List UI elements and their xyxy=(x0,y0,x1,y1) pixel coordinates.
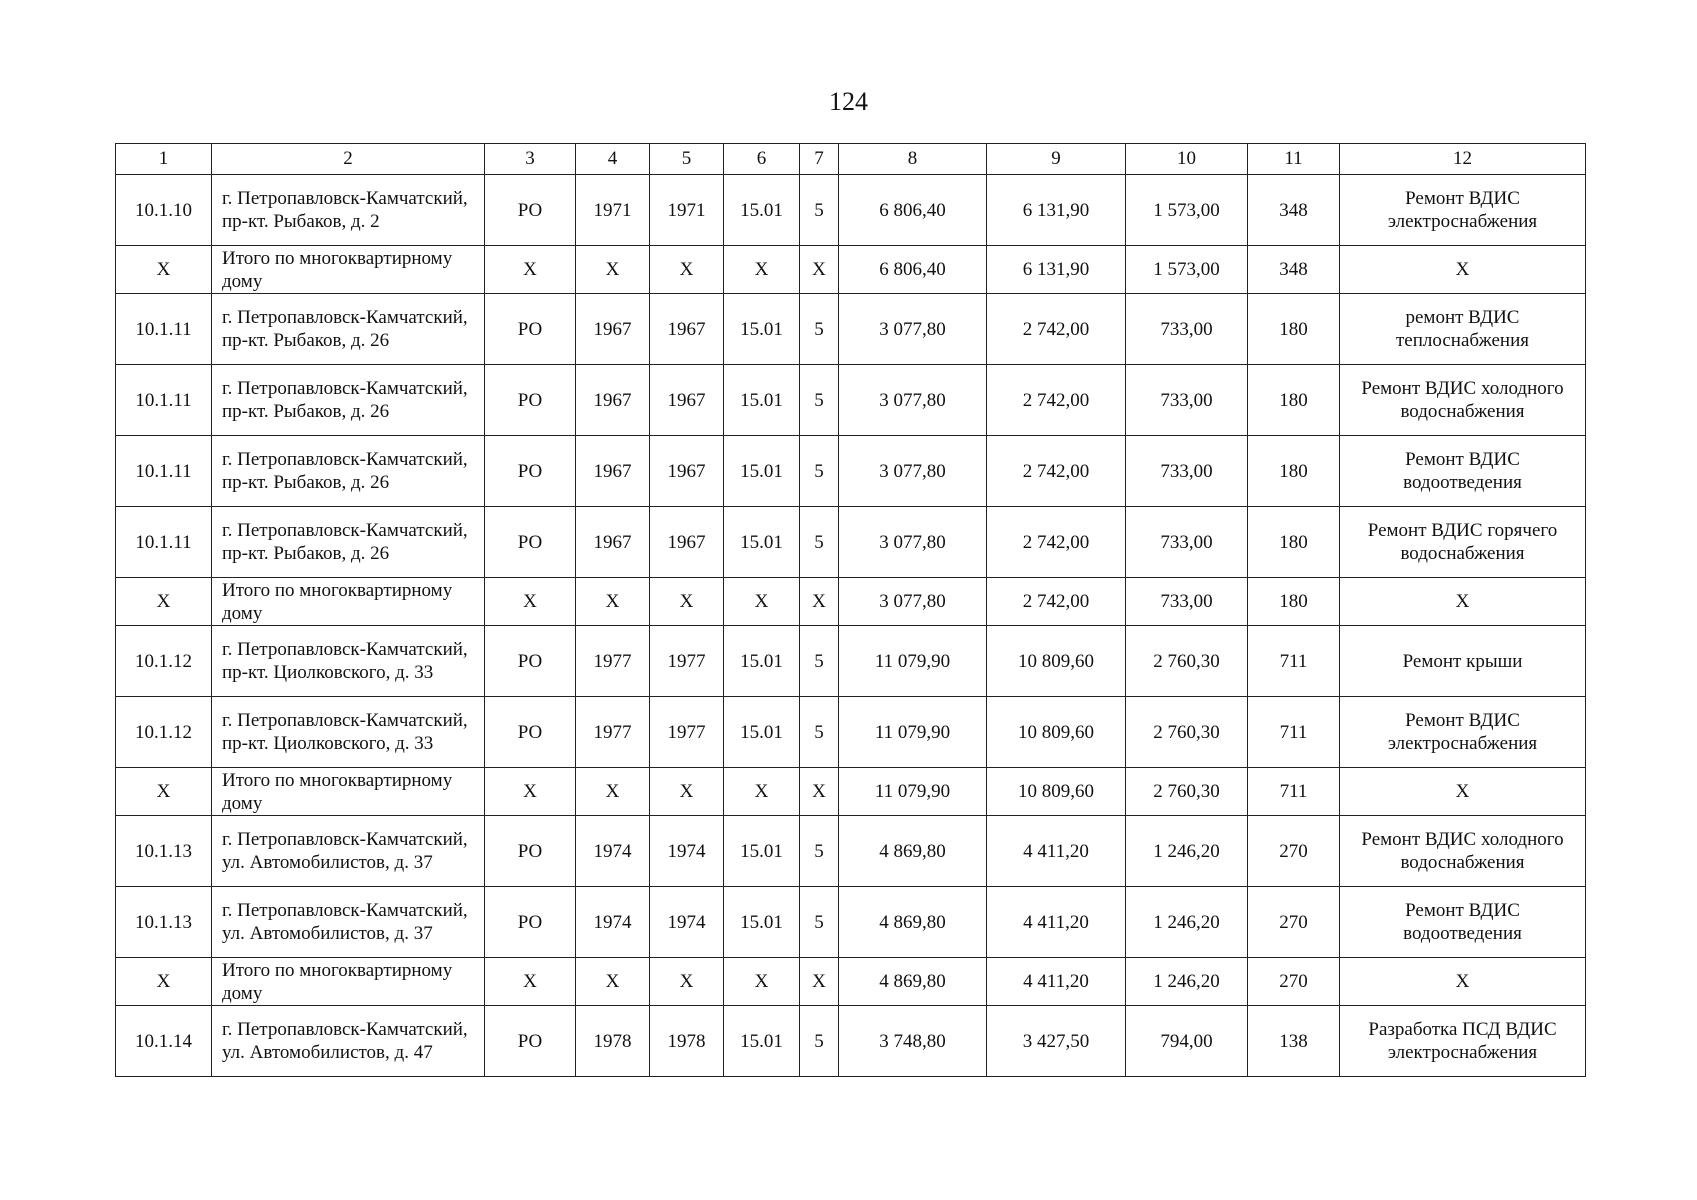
year-built-cell: Х xyxy=(576,958,650,1006)
column-header: 3 xyxy=(485,144,576,175)
living-area-cell: 2 742,00 xyxy=(987,294,1126,365)
total-area-cell: 3 748,80 xyxy=(839,1006,987,1077)
type-cell: РО xyxy=(485,887,576,958)
row-id-cell: 10.1.10 xyxy=(116,175,212,246)
address-cell: г. Петропавловск-Камчатский, пр-кт. Циолковского, д. 33 xyxy=(212,697,485,768)
nonresidential-area-cell: 2 760,30 xyxy=(1126,697,1248,768)
address-cell: г. Петропавловск-Камчатский, пр-кт. Рыбаков, д. 26 xyxy=(212,365,485,436)
type-cell: РО xyxy=(485,436,576,507)
total-area-cell: 11 079,90 xyxy=(839,768,987,816)
address-cell: Итого по многоквартирному дому xyxy=(212,578,485,626)
table-row xyxy=(116,816,1586,887)
living-area-cell: 2 742,00 xyxy=(987,507,1126,578)
code-cell: Х xyxy=(724,768,800,816)
address-cell: г. Петропавловск-Камчатский, ул. Автомобилистов, д. 37 xyxy=(212,887,485,958)
year-built-cell: 1978 xyxy=(576,1006,650,1077)
residents-cell: 270 xyxy=(1248,816,1340,887)
address-cell: г. Петропавловск-Камчатский, пр-кт. Рыбаков, д. 26 xyxy=(212,507,485,578)
total-area-cell: 3 077,80 xyxy=(839,578,987,626)
living-area-cell: 2 742,00 xyxy=(987,436,1126,507)
nonresidential-area-cell: 2 760,30 xyxy=(1126,626,1248,697)
nonresidential-area-cell: 733,00 xyxy=(1126,578,1248,626)
table-body xyxy=(116,175,1586,1077)
type-cell: РО xyxy=(485,816,576,887)
living-area-cell: 10 809,60 xyxy=(987,697,1126,768)
code-cell: Х xyxy=(724,958,800,1006)
floors-cell: 5 xyxy=(800,365,839,436)
year-commission-cell: Х xyxy=(650,958,724,1006)
nonresidential-area-cell: 1 246,20 xyxy=(1126,958,1248,1006)
code-cell: 15.01 xyxy=(724,365,800,436)
total-area-cell: 6 806,40 xyxy=(839,246,987,294)
address-cell: г. Петропавловск-Камчатский, ул. Автомобилистов, д. 37 xyxy=(212,816,485,887)
row-id-cell: 10.1.11 xyxy=(116,365,212,436)
nonresidential-area-cell: 1 246,20 xyxy=(1126,887,1248,958)
row-id-cell: 10.1.12 xyxy=(116,626,212,697)
row-id-cell: Х xyxy=(116,246,212,294)
work-type-cell: Ремонт ВДИС холодного водоснабжения xyxy=(1340,365,1586,436)
living-area-cell: 4 411,20 xyxy=(987,816,1126,887)
address-cell: г. Петропавловск-Камчатский, пр-кт. Рыбаков, д. 2 xyxy=(212,175,485,246)
total-row xyxy=(116,768,1586,816)
year-commission-cell: 1977 xyxy=(650,626,724,697)
page-number: 124 xyxy=(829,87,868,116)
year-commission-cell: 1967 xyxy=(650,507,724,578)
table-row xyxy=(116,365,1586,436)
year-commission-cell: 1967 xyxy=(650,294,724,365)
nonresidential-area-cell: 733,00 xyxy=(1126,436,1248,507)
residents-cell: 348 xyxy=(1248,175,1340,246)
work-type-cell: Х xyxy=(1340,578,1586,626)
floors-cell: 5 xyxy=(800,816,839,887)
living-area-cell: 10 809,60 xyxy=(987,768,1126,816)
row-id-cell: 10.1.11 xyxy=(116,436,212,507)
residents-cell: 138 xyxy=(1248,1006,1340,1077)
residents-cell: 180 xyxy=(1248,507,1340,578)
column-header: 1 xyxy=(116,144,212,175)
residents-cell: 270 xyxy=(1248,958,1340,1006)
residents-cell: 348 xyxy=(1248,246,1340,294)
code-cell: 15.01 xyxy=(724,1006,800,1077)
year-commission-cell: 1978 xyxy=(650,1006,724,1077)
code-cell: Х xyxy=(724,246,800,294)
type-cell: Х xyxy=(485,958,576,1006)
year-commission-cell: 1967 xyxy=(650,365,724,436)
residents-cell: 711 xyxy=(1248,768,1340,816)
total-area-cell: 4 869,80 xyxy=(839,958,987,1006)
code-cell: 15.01 xyxy=(724,175,800,246)
table-row xyxy=(116,1006,1586,1077)
nonresidential-area-cell: 794,00 xyxy=(1126,1006,1248,1077)
column-header: 8 xyxy=(839,144,987,175)
total-area-cell: 11 079,90 xyxy=(839,697,987,768)
total-area-cell: 3 077,80 xyxy=(839,436,987,507)
work-type-cell: Ремонт ВДИС водоотведения xyxy=(1340,887,1586,958)
column-header: 5 xyxy=(650,144,724,175)
total-area-cell: 6 806,40 xyxy=(839,175,987,246)
table-row xyxy=(116,175,1586,246)
row-id-cell: Х xyxy=(116,958,212,1006)
nonresidential-area-cell: 1 573,00 xyxy=(1126,246,1248,294)
residents-cell: 711 xyxy=(1248,697,1340,768)
year-built-cell: 1967 xyxy=(576,507,650,578)
table-row xyxy=(116,436,1586,507)
type-cell: РО xyxy=(485,697,576,768)
code-cell: 15.01 xyxy=(724,507,800,578)
type-cell: РО xyxy=(485,1006,576,1077)
total-area-cell: 3 077,80 xyxy=(839,294,987,365)
nonresidential-area-cell: 1 573,00 xyxy=(1126,175,1248,246)
address-cell: Итого по многоквартирному дому xyxy=(212,958,485,1006)
work-type-cell: ремонт ВДИС теплоснабжения xyxy=(1340,294,1586,365)
residents-cell: 180 xyxy=(1248,436,1340,507)
living-area-cell: 6 131,90 xyxy=(987,175,1126,246)
column-header: 6 xyxy=(724,144,800,175)
total-area-cell: 3 077,80 xyxy=(839,507,987,578)
type-cell: Х xyxy=(485,246,576,294)
work-type-cell: Ремонт ВДИС электроснабжения xyxy=(1340,175,1586,246)
type-cell: РО xyxy=(485,175,576,246)
row-id-cell: 10.1.13 xyxy=(116,816,212,887)
year-built-cell: 1977 xyxy=(576,697,650,768)
table-row xyxy=(116,626,1586,697)
year-built-cell: 1974 xyxy=(576,887,650,958)
residents-cell: 180 xyxy=(1248,365,1340,436)
living-area-cell: 10 809,60 xyxy=(987,626,1126,697)
work-type-cell: Ремонт ВДИС холодного водоснабжения xyxy=(1340,816,1586,887)
year-commission-cell: Х xyxy=(650,246,724,294)
type-cell: РО xyxy=(485,507,576,578)
total-row xyxy=(116,578,1586,626)
code-cell: 15.01 xyxy=(724,887,800,958)
year-commission-cell: 1971 xyxy=(650,175,724,246)
work-type-cell: Ремонт ВДИС водоотведения xyxy=(1340,436,1586,507)
floors-cell: 5 xyxy=(800,294,839,365)
type-cell: Х xyxy=(485,578,576,626)
floors-cell: Х xyxy=(800,958,839,1006)
year-built-cell: 1974 xyxy=(576,816,650,887)
year-commission-cell: Х xyxy=(650,578,724,626)
year-built-cell: 1977 xyxy=(576,626,650,697)
address-cell: г. Петропавловск-Камчатский, ул. Автомобилистов, д. 47 xyxy=(212,1006,485,1077)
residents-cell: 180 xyxy=(1248,294,1340,365)
row-id-cell: 10.1.14 xyxy=(116,1006,212,1077)
year-commission-cell: 1974 xyxy=(650,816,724,887)
living-area-cell: 2 742,00 xyxy=(987,365,1126,436)
year-built-cell: 1967 xyxy=(576,294,650,365)
year-built-cell: 1971 xyxy=(576,175,650,246)
floors-cell: 5 xyxy=(800,175,839,246)
total-area-cell: 4 869,80 xyxy=(839,887,987,958)
year-built-cell: 1967 xyxy=(576,365,650,436)
living-area-cell: 4 411,20 xyxy=(987,958,1126,1006)
year-commission-cell: 1974 xyxy=(650,887,724,958)
floors-cell: Х xyxy=(800,578,839,626)
address-cell: Итого по многоквартирному дому xyxy=(212,768,485,816)
total-row xyxy=(116,246,1586,294)
type-cell: РО xyxy=(485,365,576,436)
total-area-cell: 11 079,90 xyxy=(839,626,987,697)
living-area-cell: 2 742,00 xyxy=(987,578,1126,626)
row-id-cell: Х xyxy=(116,578,212,626)
code-cell: Х xyxy=(724,578,800,626)
code-cell: 15.01 xyxy=(724,294,800,365)
column-header: 2 xyxy=(212,144,485,175)
code-cell: 15.01 xyxy=(724,436,800,507)
work-type-cell: Ремонт крыши xyxy=(1340,626,1586,697)
nonresidential-area-cell: 733,00 xyxy=(1126,507,1248,578)
work-type-cell: Х xyxy=(1340,768,1586,816)
year-commission-cell: 1967 xyxy=(650,436,724,507)
code-cell: 15.01 xyxy=(724,626,800,697)
nonresidential-area-cell: 1 246,20 xyxy=(1126,816,1248,887)
floors-cell: 5 xyxy=(800,626,839,697)
total-area-cell: 3 077,80 xyxy=(839,365,987,436)
column-header: 7 xyxy=(800,144,839,175)
year-built-cell: Х xyxy=(576,246,650,294)
residents-cell: 711 xyxy=(1248,626,1340,697)
year-commission-cell: Х xyxy=(650,768,724,816)
column-header: 4 xyxy=(576,144,650,175)
type-cell: РО xyxy=(485,294,576,365)
row-id-cell: 10.1.12 xyxy=(116,697,212,768)
floors-cell: Х xyxy=(800,768,839,816)
nonresidential-area-cell: 733,00 xyxy=(1126,365,1248,436)
register-table xyxy=(115,143,1586,1077)
table-row xyxy=(116,507,1586,578)
year-commission-cell: 1977 xyxy=(650,697,724,768)
row-id-cell: Х xyxy=(116,768,212,816)
living-area-cell: 4 411,20 xyxy=(987,887,1126,958)
residents-cell: 180 xyxy=(1248,578,1340,626)
work-type-cell: Х xyxy=(1340,246,1586,294)
work-type-cell: Разработка ПСД ВДИС электроснабжения xyxy=(1340,1006,1586,1077)
address-cell: г. Петропавловск-Камчатский, пр-кт. Рыбаков, д. 26 xyxy=(212,294,485,365)
type-cell: Х xyxy=(485,768,576,816)
work-type-cell: Х xyxy=(1340,958,1586,1006)
floors-cell: 5 xyxy=(800,436,839,507)
address-cell: г. Петропавловск-Камчатский, пр-кт. Рыбаков, д. 26 xyxy=(212,436,485,507)
living-area-cell: 6 131,90 xyxy=(987,246,1126,294)
floors-cell: 5 xyxy=(800,887,839,958)
column-header: 11 xyxy=(1248,144,1340,175)
type-cell: РО xyxy=(485,626,576,697)
address-cell: г. Петропавловск-Камчатский, пр-кт. Циолковского, д. 33 xyxy=(212,626,485,697)
total-area-cell: 4 869,80 xyxy=(839,816,987,887)
year-built-cell: Х xyxy=(576,768,650,816)
row-id-cell: 10.1.11 xyxy=(116,294,212,365)
total-row xyxy=(116,958,1586,1006)
header-row xyxy=(116,144,1586,175)
floors-cell: 5 xyxy=(800,507,839,578)
work-type-cell: Ремонт ВДИС горячего водоснабжения xyxy=(1340,507,1586,578)
code-cell: 15.01 xyxy=(724,816,800,887)
address-cell: Итого по многоквартирному дому xyxy=(212,246,485,294)
year-built-cell: Х xyxy=(576,578,650,626)
row-id-cell: 10.1.13 xyxy=(116,887,212,958)
year-built-cell: 1967 xyxy=(576,436,650,507)
table-row xyxy=(116,294,1586,365)
residents-cell: 270 xyxy=(1248,887,1340,958)
floors-cell: Х xyxy=(800,246,839,294)
table-row xyxy=(116,697,1586,768)
living-area-cell: 3 427,50 xyxy=(987,1006,1126,1077)
floors-cell: 5 xyxy=(800,697,839,768)
column-header: 10 xyxy=(1126,144,1248,175)
column-header: 9 xyxy=(987,144,1126,175)
nonresidential-area-cell: 733,00 xyxy=(1126,294,1248,365)
floors-cell: 5 xyxy=(800,1006,839,1077)
table-row xyxy=(116,887,1586,958)
row-id-cell: 10.1.11 xyxy=(116,507,212,578)
code-cell: 15.01 xyxy=(724,697,800,768)
column-header: 12 xyxy=(1340,144,1586,175)
nonresidential-area-cell: 2 760,30 xyxy=(1126,768,1248,816)
work-type-cell: Ремонт ВДИС электроснабжения xyxy=(1340,697,1586,768)
